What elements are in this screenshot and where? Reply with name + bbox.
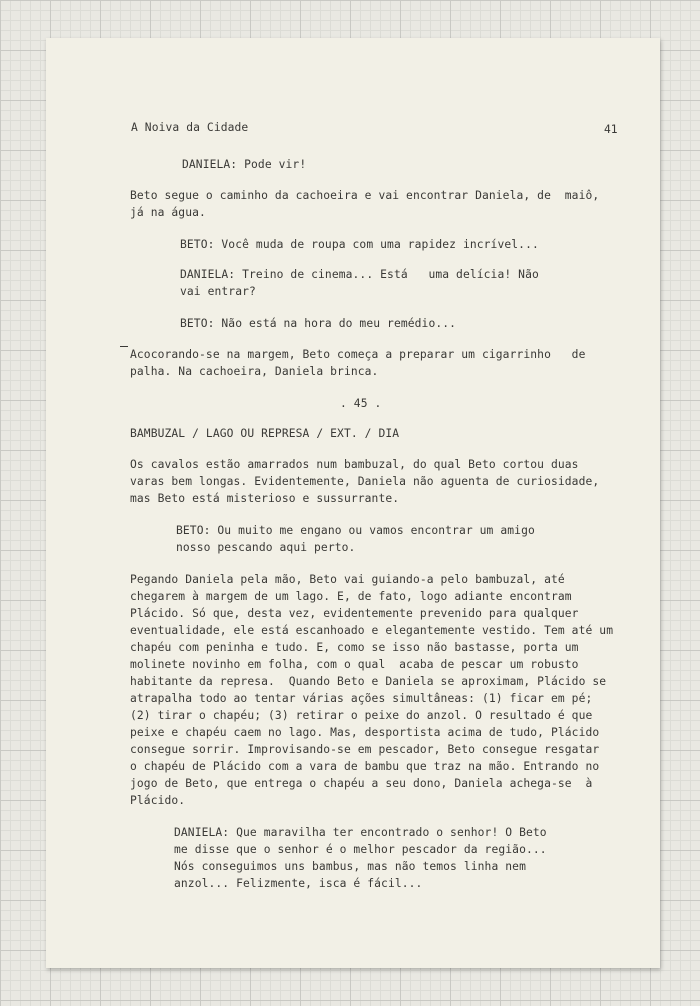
action-line: (2) tirar o chapéu; (3) retirar o peixe do anzol. O resultado é que: [130, 709, 593, 722]
dialogue-line: DANIELA: Treino de cinema... Está uma delícia! Não: [180, 268, 539, 281]
action-line: consegue sorrir. Improvisando-se em pescador, Beto consegue resgatar: [130, 743, 600, 756]
action-line: atrapalha todo ao tentar várias ações simultâneas: (1) ficar em pé;: [130, 692, 593, 705]
dialogue-line: BETO: Não está na hora do meu remédio...: [180, 317, 457, 330]
action-line: Os cavalos estão amarrados num bambuzal, do qual Beto cortou duas: [130, 458, 579, 471]
dialogue-line: Nós conseguimos uns bambus, mas não temos linha nem: [174, 860, 526, 873]
action-line: Beto segue o caminho da cachoeira e vai encontrar Daniela, de maiô,: [130, 189, 600, 202]
dialogue-line: DANIELA: Que maravilha ter encontrado o senhor! O Beto: [174, 826, 547, 839]
action-line: o chapéu de Plácido com a vara de bambu que traz na mão. Entrando no: [130, 760, 600, 773]
dialogue-line: BETO: Você muda de roupa com uma rapidez incrível...: [180, 238, 539, 251]
dialogue-line: nosso pescando aqui perto.: [176, 541, 356, 554]
dialogue-line: anzol... Felizmente, isca é fácil...: [174, 877, 423, 890]
dialogue-line: DANIELA: Pode vir!: [182, 158, 307, 171]
scene-number: . 45 .: [340, 397, 382, 410]
dialogue-line: me disse que o senhor é o melhor pescador da região...: [174, 843, 547, 856]
action-line: mas Beto está misterioso e sussurrante.: [130, 492, 400, 505]
document-title: A Noiva da Cidade: [131, 121, 249, 134]
dialogue-line: BETO: Ou muito me engano ou vamos encontrar um amigo: [176, 524, 535, 537]
scene-heading: BAMBUZAL / LAGO OU REPRESA / EXT. / DIA: [130, 427, 400, 440]
action-line: Plácido. Só que, desta vez, evidentemente prevenido para qualquer: [130, 607, 579, 620]
action-line: molinete novinho em folha, com o qual acaba de pescar um robusto: [130, 658, 579, 671]
action-line: chegarem à margem de um lago. E, de fato, logo adiante encontram: [130, 590, 572, 603]
action-line: habitante da represa. Quando Beto e Daniela se aproximam, Plácido se: [130, 675, 607, 688]
action-line: chapéu com peninha e tudo. E, como se isso não bastasse, porta um: [130, 641, 579, 654]
action-line: Acocorando-se na margem, Beto começa a preparar um cigarrinho de: [130, 348, 586, 361]
dialogue-line: vai entrar?: [180, 285, 256, 298]
page-number: 41: [604, 123, 618, 136]
margin-mark: [120, 346, 128, 347]
action-line: Pegando Daniela pela mão, Beto vai guiando-a pelo bambuzal, até: [130, 573, 565, 586]
action-line: já na água.: [130, 206, 206, 219]
action-line: jogo de Beto, que entrega o chapéu a seu dono, Daniela achega-se à: [130, 777, 593, 790]
action-line: varas bem longas. Evidentemente, Daniela não aguenta de curiosidade,: [130, 475, 600, 488]
action-line: peixe e chapéu caem no lago. Mas, desportista acima de tudo, Plácido: [130, 726, 600, 739]
action-line: Plácido.: [130, 794, 186, 807]
action-line: palha. Na cachoeira, Daniela brinca.: [130, 365, 379, 378]
action-line: eventualidade, ele está escanhoado e elegantemente vestido. Tem até um: [130, 624, 614, 637]
